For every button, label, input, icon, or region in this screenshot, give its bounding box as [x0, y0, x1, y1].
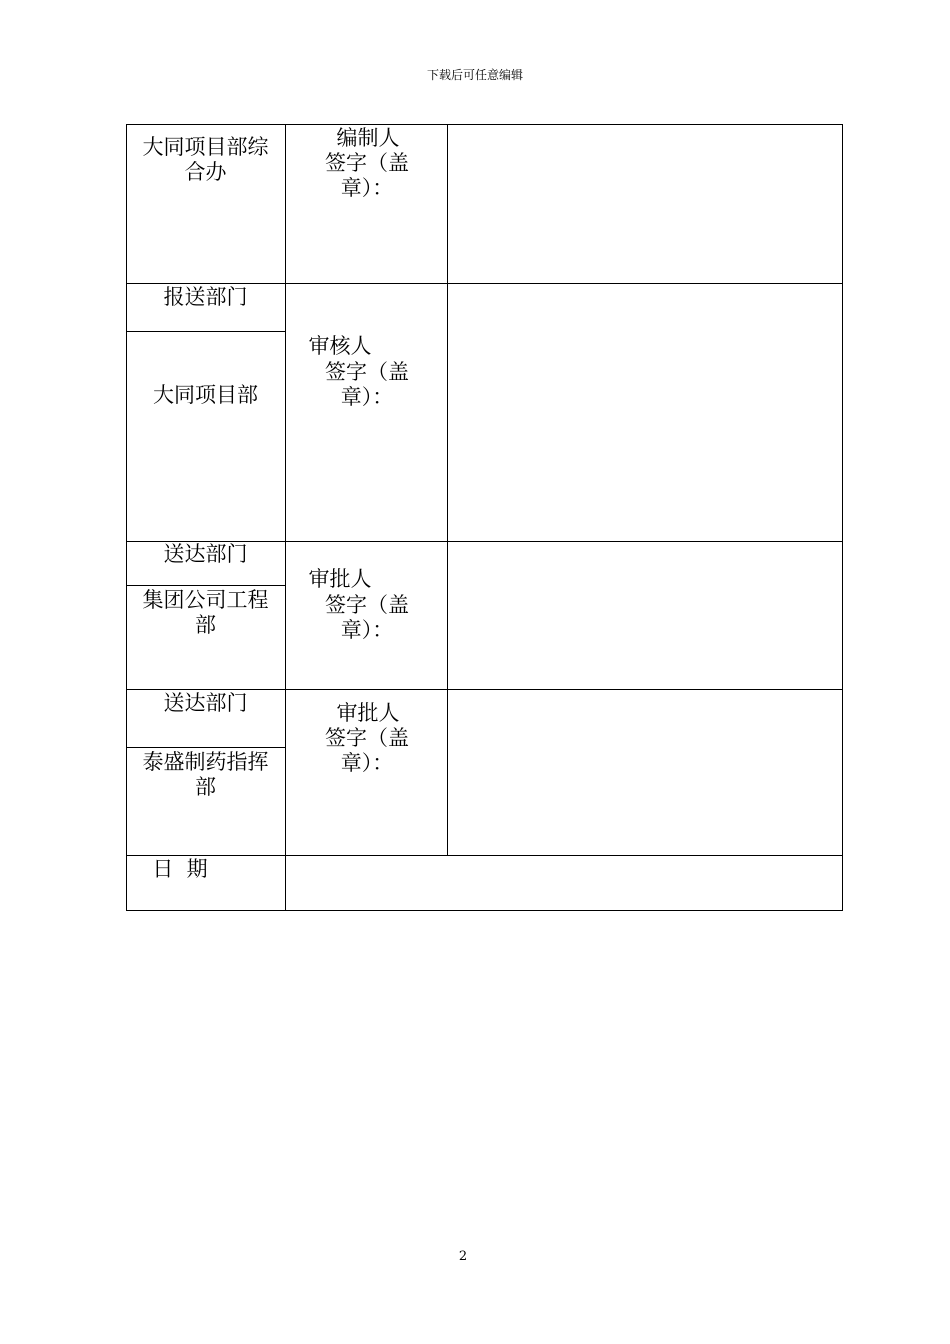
signature-field[interactable] [448, 542, 842, 689]
cell-divider [126, 585, 285, 586]
cell-divider [126, 747, 285, 748]
signature-label: 签字（盖 章）： [325, 360, 409, 409]
date-label: 日 期 [152, 857, 208, 881]
signature-field[interactable] [448, 690, 842, 855]
date-field[interactable] [286, 856, 842, 910]
role-label: 审核人 [308, 334, 372, 358]
dept-name: 大同项目部综 合办 [142, 135, 269, 184]
page-number: 2 [458, 1249, 468, 1264]
role-label: 审批人 [336, 701, 400, 725]
signature-field[interactable] [448, 125, 842, 283]
cell-divider [126, 331, 285, 332]
dept-name: 泰盛制药指挥 部 [142, 750, 269, 799]
dept-name: 集团公司工程 部 [142, 588, 269, 637]
signature-label: 签字（盖 章）： [325, 726, 409, 775]
signature-label: 签字（盖 章）： [325, 593, 409, 642]
header-note: 下载后可任意编辑 [426, 68, 523, 82]
column-divider [285, 124, 286, 911]
dept-header: 送达部门 [163, 542, 248, 566]
signature-label: 签字（盖 章）： [325, 151, 409, 200]
dept-name: 大同项目部 [153, 383, 258, 407]
signature-field[interactable] [448, 284, 842, 541]
role-label: 审批人 [308, 567, 372, 591]
dept-header: 报送部门 [163, 285, 248, 309]
role-label: 编制人 [336, 126, 400, 150]
dept-header: 送达部门 [163, 691, 248, 715]
